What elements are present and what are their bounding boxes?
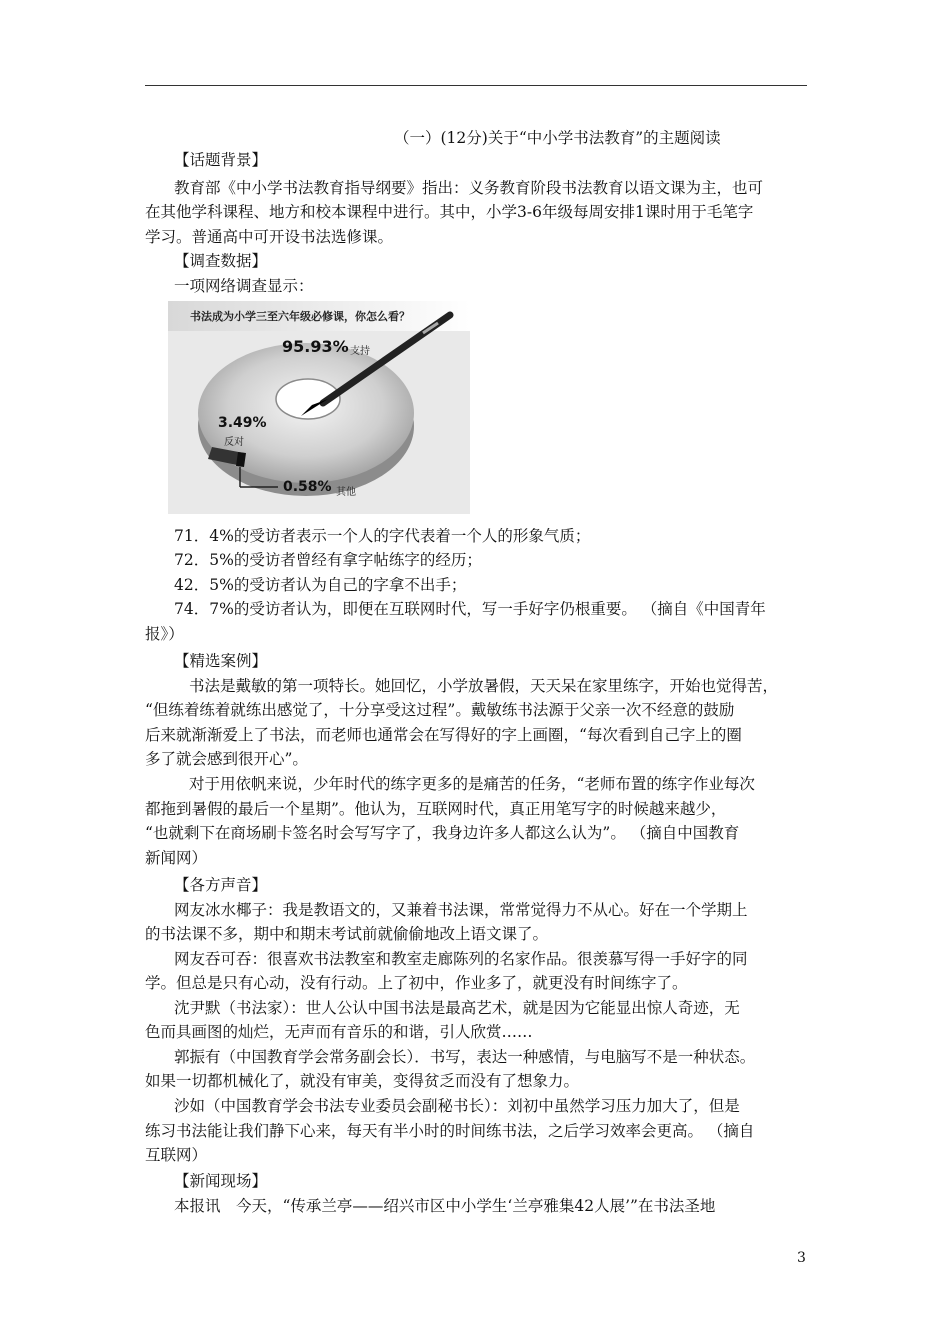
survey-donut-chart bbox=[168, 301, 470, 514]
survey-item: 71．4%的受访者表示一个人的字代表着一个人的形象气质； bbox=[174, 527, 591, 545]
support-label: 支持 bbox=[350, 346, 370, 357]
heading-cases: 【精选案例】 bbox=[174, 652, 268, 670]
heading-background: 【话题背景】 bbox=[174, 151, 268, 169]
page-number: 3 bbox=[797, 1250, 806, 1266]
heading-news: 【新闻现场】 bbox=[174, 1172, 268, 1190]
paragraph-line: 网友吞可吞：很喜欢书法教室和教室走廊陈列的名家作品。很羡慕写得一手好字的同 bbox=[174, 950, 748, 968]
heading-voices: 【各方声音】 bbox=[174, 876, 268, 894]
oppose-label: 反对 bbox=[224, 437, 244, 448]
section-title: （一）(12分)关于“中小学书法教育”的主题阅读 bbox=[394, 129, 721, 147]
paragraph-line: 沈尹默（书法家）：世人公认中国书法是最高艺术，就是因为它能显出惊人奇迹，无 bbox=[174, 999, 740, 1017]
heading-survey: 【调查数据】 bbox=[174, 252, 268, 270]
paragraph-line: 对于用依帆来说，少年时代的练字更多的是痛苦的任务，“老师布置的练字作业每次 bbox=[189, 775, 755, 793]
paragraph-line: 如果一切都机械化了，就没有审美，变得贫乏而没有了想象力。 bbox=[145, 1072, 580, 1090]
paragraph-line: 新闻网） bbox=[145, 849, 208, 867]
paragraph-line: 沙如（中国教育学会书法专业委员会副秘书长）：刘初中虽然学习压力加大了，但是 bbox=[174, 1097, 740, 1115]
survey-item: 74．7%的受访者认为，即便在互联网时代，写一手好字仍根重要。 （摘自《中国青年 bbox=[174, 600, 766, 618]
paragraph-line: 练习书法能让我们静下心来，每天有半小时的时间练书法，之后学习效率会更高。 （摘自 bbox=[145, 1122, 755, 1140]
header-rule bbox=[145, 85, 807, 86]
paragraph-line: 色而具画图的灿烂，无声而有音乐的和谐，引人欣赏…… bbox=[145, 1023, 533, 1041]
other-value: 0.58% bbox=[283, 479, 332, 495]
paragraph-line: 多了就会感到很开心”。 bbox=[145, 750, 308, 768]
paragraph-line: 互联网） bbox=[145, 1146, 208, 1164]
paragraph-line: 网友冰水椰子：我是教语文的，又兼着书法课，常常觉得力不从心。好在一个学期上 bbox=[174, 901, 748, 919]
survey-item: 42．5%的受访者认为自己的字拿不出手； bbox=[174, 576, 467, 594]
paragraph-line: “但练着练着就练出感觉了，十分享受这过程”。戴敏练书法源于父亲一次不经意的鼓励 bbox=[145, 701, 735, 719]
paragraph-line: 都拖到暑假的最后一个星期”。他认为，互联网时代，真正用笔写字的时候越来越少， bbox=[145, 800, 727, 818]
paragraph-line: 书法是戴敏的第一项特长。她回忆，小学放暑假，天天呆在家里练字，开始也觉得苦， bbox=[189, 677, 779, 695]
survey-item: 报》） bbox=[145, 625, 184, 643]
oppose-value: 3.49% bbox=[218, 415, 267, 431]
paragraph-line: 本报讯 今天，“传承兰亭——绍兴市区中小学生‘兰亭雅集42人展’”在书法圣地 bbox=[174, 1197, 716, 1215]
paragraph-line: 郭振有（中国教育学会常务副会长）．书写，表达一种感情，与电脑写不是一种状态。 bbox=[174, 1048, 756, 1066]
survey-item: 72．5%的受访者曾经有拿字帖练字的经历； bbox=[174, 551, 482, 569]
paragraph-line: “也就剩下在商场刷卡签名时会写写字了，我身边许多人都这么认为”。 （摘自中国教育 bbox=[145, 824, 740, 842]
paragraph-line: 的书法课不多，期中和期末考试前就偷偷地改上语文课了。 bbox=[145, 925, 549, 943]
survey-intro: 一项网络调查显示： bbox=[174, 277, 314, 295]
paragraph-line: 在其他学科课程、地方和校本课程中进行。其中，小学3-6年级每周安排1课时用于毛笔字 bbox=[145, 203, 754, 221]
paragraph-line: 教育部《中小学书法教育指导纲要》指出：义务教育阶段书法教育以语文课为主，也可 bbox=[174, 179, 764, 197]
other-label: 其他 bbox=[336, 487, 356, 498]
chart-title: 书法成为小学三至六年级必修课，你怎么看？ bbox=[190, 310, 410, 323]
paragraph-line: 后来就渐渐爱上了书法，而老师也通常会在写得好的字上画圈，“每次看到自己字上的圈 bbox=[145, 726, 742, 744]
paragraph-line: 学习。普通高中可开设书法选修课。 bbox=[145, 228, 394, 246]
paragraph-line: 学。但总是只有心动，没有行动。上了初中，作业多了，就更没有时间练字了。 bbox=[145, 974, 688, 992]
support-value: 95.93% bbox=[282, 337, 349, 356]
